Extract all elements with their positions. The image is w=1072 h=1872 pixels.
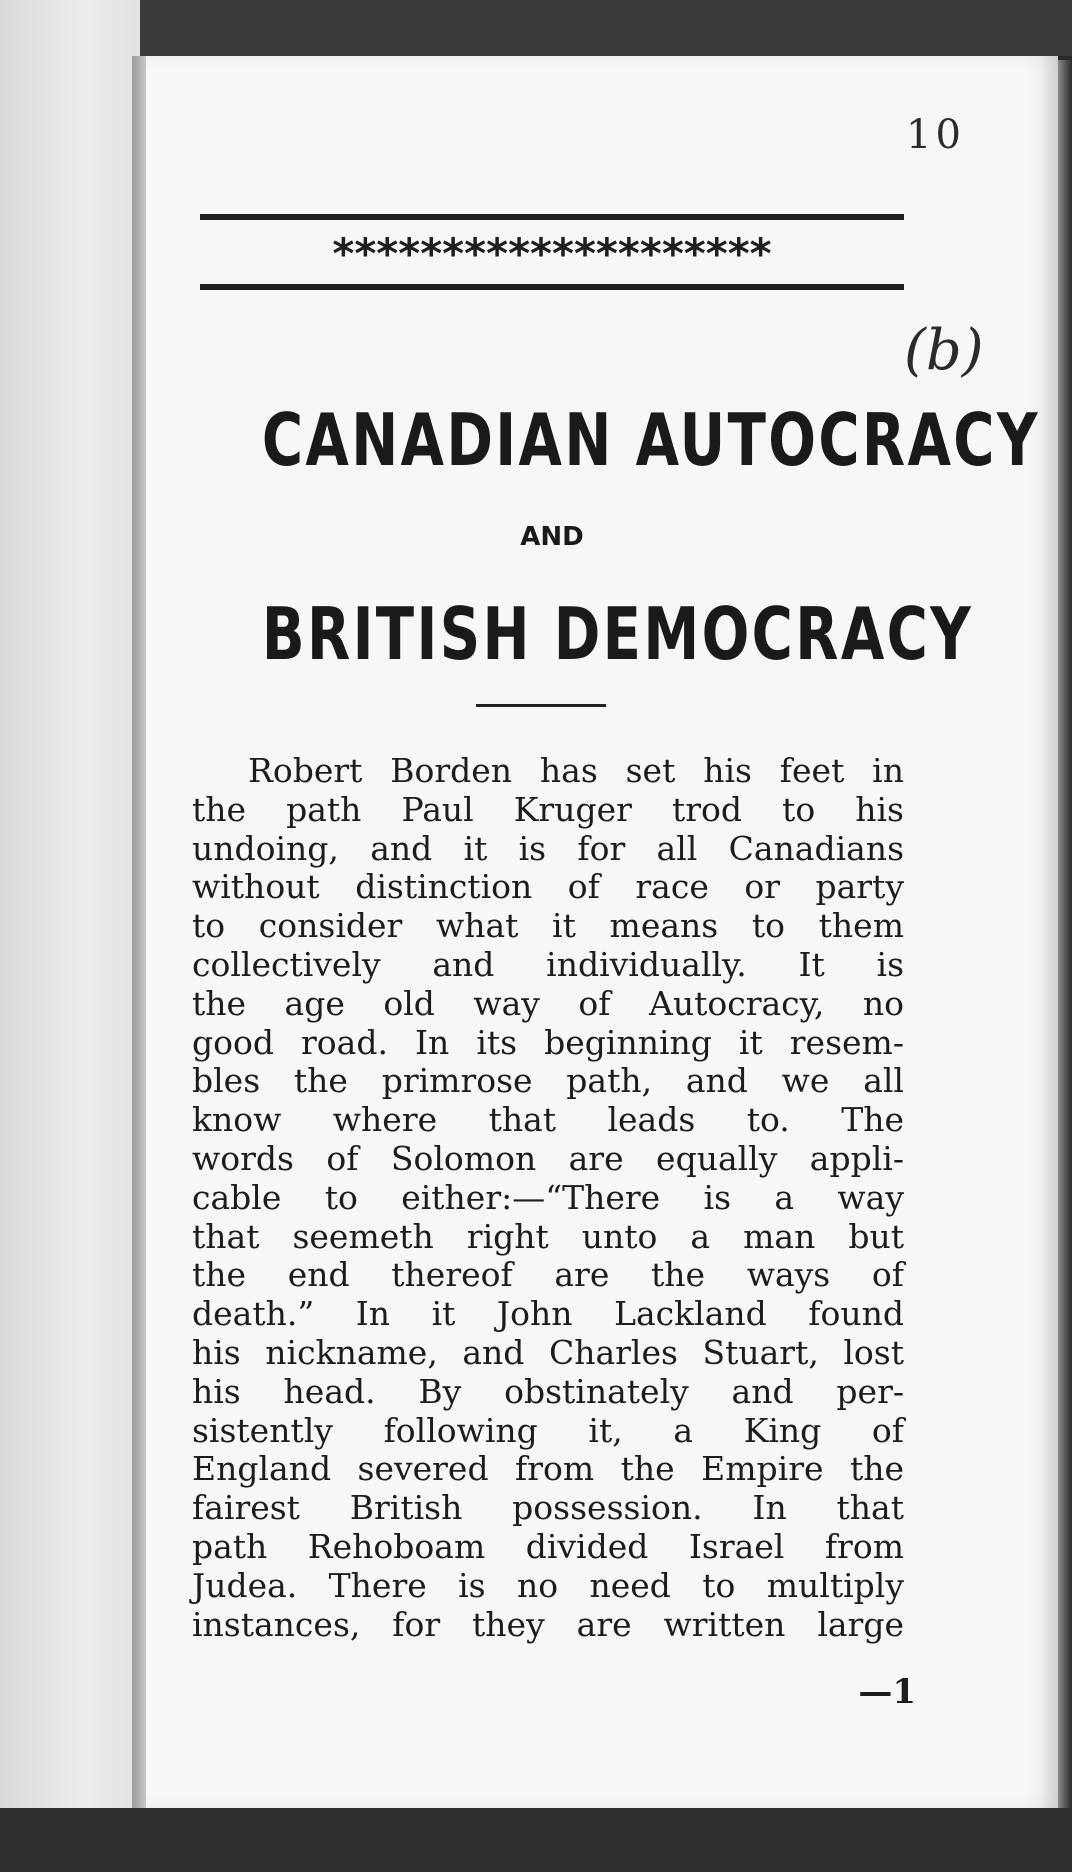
body-line: bles the primrose path, and we all xyxy=(192,1061,904,1101)
title-divider xyxy=(476,704,606,707)
body-line: instances, for they are written large xyxy=(192,1604,904,1644)
title-line-2: BRITISH DEMOCRACY xyxy=(261,592,974,676)
body-line: his nickname, and Charles Stuart, lost xyxy=(192,1332,904,1372)
page-number: —1 xyxy=(858,1672,916,1712)
scan-bottom-border xyxy=(0,1808,1072,1872)
binding-shadow xyxy=(132,56,146,1816)
body-line: England severed from the Empire the xyxy=(192,1449,904,1489)
title-conjunction: AND xyxy=(520,522,584,552)
body-line: path Rehoboam divided Israel from xyxy=(192,1526,904,1566)
handwritten-number: 10 xyxy=(906,112,965,158)
body-line: the path Paul Kruger trod to his xyxy=(192,789,904,829)
body-line: Robert Borden has set his feet in xyxy=(248,751,904,790)
body-line: the end thereof are the ways of xyxy=(192,1255,904,1295)
body-line: undoing, and it is for all Canadians xyxy=(192,828,904,868)
handwritten-mark: (b) xyxy=(904,318,984,383)
body-line: Judea. There is no need to multiply xyxy=(192,1565,904,1605)
body-paragraph xyxy=(192,752,904,1644)
body-line: know where that leads to. The xyxy=(192,1100,904,1140)
body-line: to consider what it means to them xyxy=(192,906,904,946)
body-line: his head. By obstinately and per- xyxy=(192,1371,904,1411)
body-line: cable to either:—“There is a way xyxy=(192,1177,904,1217)
body-line: that seemeth right unto a man but xyxy=(192,1216,904,1256)
scan-top-border xyxy=(0,0,1072,56)
body-line: collectively and individually. It is xyxy=(192,944,904,984)
page-edge-shadow xyxy=(1058,60,1072,1808)
ornament-rule-top xyxy=(200,214,904,220)
body-line: death.” In it John Lackland found xyxy=(192,1294,904,1334)
title-line-1: CANADIAN AUTOCRACY xyxy=(261,398,1040,482)
body-line: good road. In its beginning it resem- xyxy=(192,1022,904,1062)
facing-page xyxy=(0,0,140,1872)
body-line: words of Solomon are equally appli- xyxy=(192,1138,904,1178)
ornament-rule-bottom xyxy=(200,284,904,290)
body-line: fairest British possession. In that xyxy=(192,1488,904,1528)
ornament-stars: ******************** xyxy=(332,229,772,278)
body-line: the age old way of Autocracy, no xyxy=(192,983,904,1023)
body-line: without distinction of race or party xyxy=(192,867,904,907)
body-line: sistently following it, a King of xyxy=(192,1410,904,1450)
